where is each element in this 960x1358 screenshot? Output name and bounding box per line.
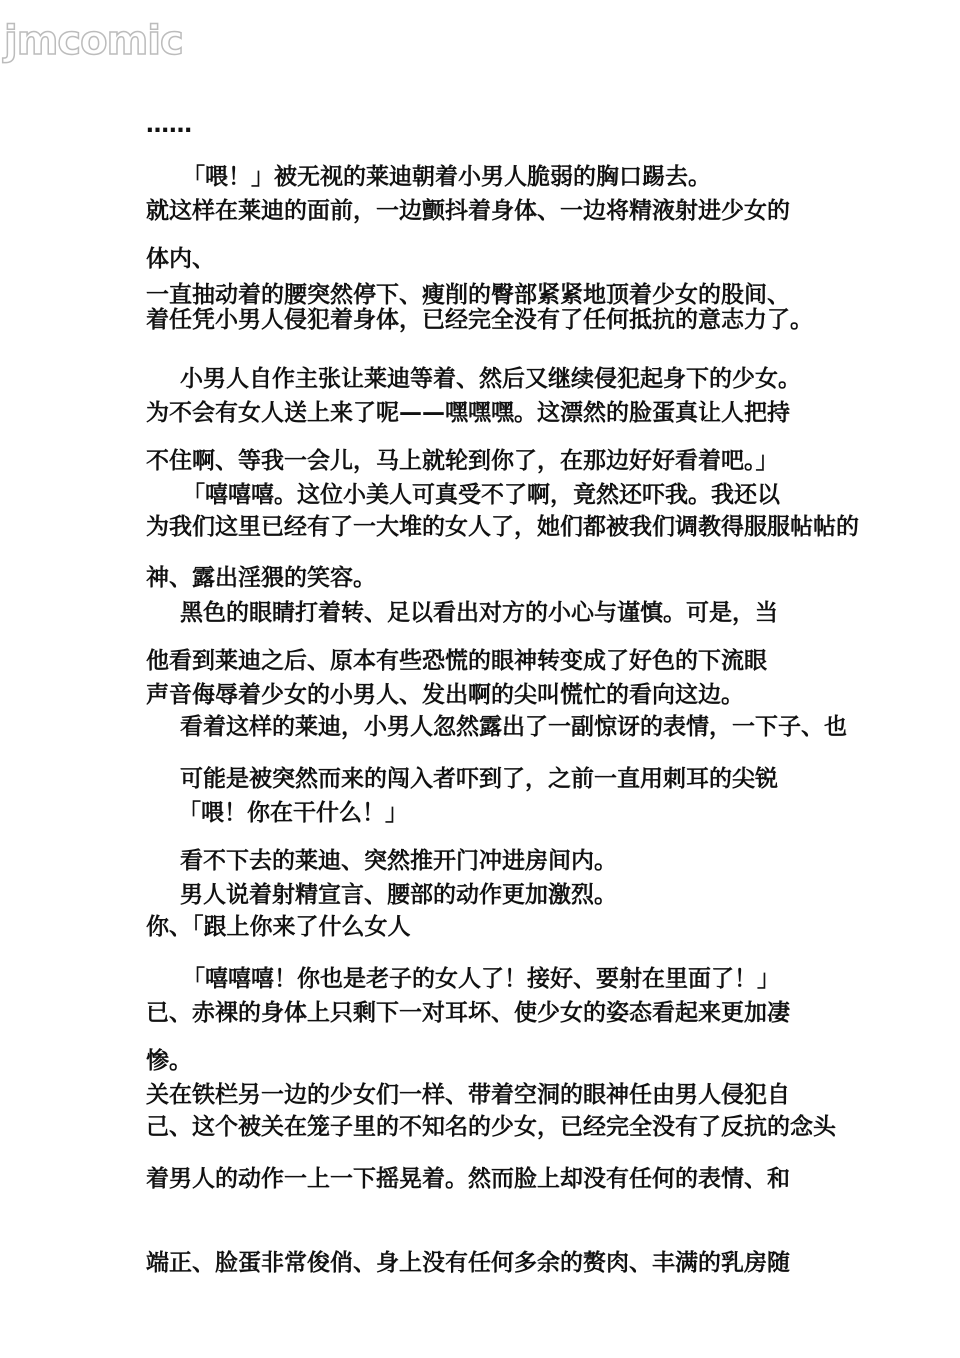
text-line: 「喂！你在干什么！」 (178, 800, 408, 826)
text-line: 体内、 (146, 246, 215, 272)
text-line: 关在铁栏另一边的少女们一样、带着空洞的眼神任由男人侵犯自 (146, 1082, 790, 1108)
text-line: 惨。 (146, 1048, 192, 1074)
clipped-text-fragment (146, 914, 426, 942)
text-line: 声音侮辱着少女的小男人、发出啊的尖叫慌忙的看向这边。 (146, 682, 744, 708)
text-line: 一直抽动着的腰突然停下、瘦削的臀部紧紧地顶着少女的股间、 (146, 282, 790, 308)
text-line: 已、赤裸的身体上只剩下一对耳坏、使少女的姿态看起来更加凄 (146, 1000, 790, 1026)
clipped-text-fragment (146, 1114, 836, 1142)
text-line: 可能是被突然而来的闯入者吓到了，之前一直用刺耳的尖锐 (180, 766, 778, 792)
text-line: 神、露出淫猥的笑容。 (146, 565, 376, 591)
text-fragment: 看着这样的莱迪，小男人忽然露出了一副惊讶的表情，一下子、也 (180, 714, 847, 740)
text-fragment: 着任凭小男人侵犯着身体，已经完全没有了任何抵抗的意志力了。 (146, 307, 813, 333)
text-line: 黑色的眼睛打着转、足以看出对方的小心与谨慎。可是，当 (180, 600, 778, 626)
text-line: 「喂！」被无视的莱迪朝着小男人脆弱的胸口踢去。 (182, 164, 711, 190)
text-line: 「嘻嘻嘻！你也是老子的女人了！接好、要射在里面了！」 (182, 966, 780, 992)
text-fragment: 为我们这里已经有了一大堆的女人了，她们都被我们调教得服服帖帖的 (146, 514, 859, 540)
clipped-text-fragment (180, 714, 847, 742)
text-line: 小男人自作主张让莱迪等着、然后又继续侵犯起身下的少女。 (180, 366, 801, 392)
text-fragment: 己、这个被关在笼子里的不知名的少女，已经完全没有了反抗的念头 (146, 1114, 836, 1140)
text-line: 为不会有女人送上来了呢——嘿嘿嘿。这漂然的脸蛋真让人把持 (146, 400, 790, 426)
clipped-text-fragment (146, 514, 859, 542)
text-line: 他看到莱迪之后、原本有些恐慌的眼神转变成了好色的下流眼 (146, 648, 767, 674)
site-watermark: jmcomic (4, 18, 183, 64)
clipped-text-fragment (146, 112, 814, 138)
text-line: 看不下去的莱迪、突然推开门冲进房间内。 (180, 848, 617, 874)
text-line: 男人说着射精宣言、腰部的动作更加激烈。 (180, 882, 617, 908)
text-line: 就这样在莱迪的面前，一边颤抖着身体、一边将精液射进少女的 (146, 198, 790, 224)
text-fragment: 你、「跟上你来了什么女人 (146, 914, 411, 940)
text-fragment: …… (146, 112, 192, 138)
text-line: 不住啊、等我一会儿，马上就轮到你了，在那边好好看着吧。」 (146, 448, 779, 474)
text-line: 着男人的动作一上一下摇晃着。然而脸上却没有任何的表情、和 (146, 1166, 790, 1192)
clipped-text-fragment (146, 307, 814, 335)
text-line: 「嘻嘻嘻。这位小美人可真受不了啊，竟然还吓我。我还以 (182, 482, 780, 508)
text-line: 端正、脸蛋非常俊俏、身上没有任何多余的赘肉、丰满的乳房随 (146, 1250, 790, 1276)
